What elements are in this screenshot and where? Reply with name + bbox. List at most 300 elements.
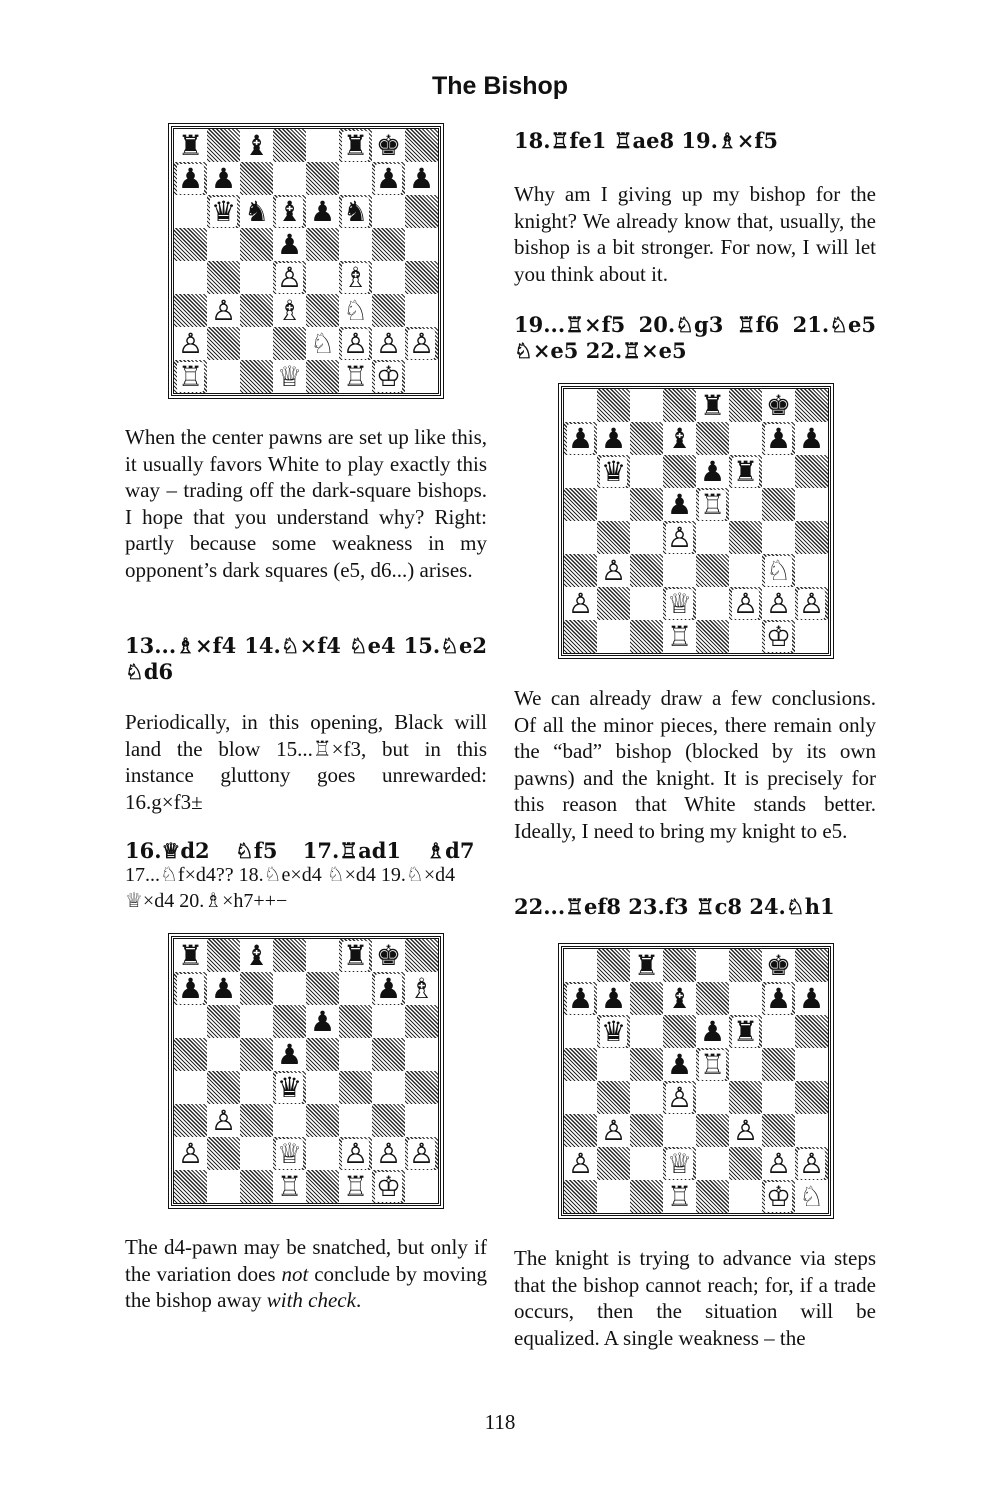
- page-number: 118: [484, 1410, 516, 1434]
- board-square: [729, 1114, 762, 1147]
- board-square: [207, 327, 240, 360]
- board-square: [663, 982, 696, 1015]
- board-square: [174, 939, 207, 972]
- chess-piece-icon: ♙: [375, 326, 402, 360]
- chess-piece-icon: ♟: [408, 161, 435, 195]
- board-square: [696, 389, 729, 422]
- board-square: [372, 1137, 405, 1170]
- board-square: [306, 1005, 339, 1038]
- board-square: [564, 1081, 597, 1114]
- chess-piece-icon: ♙: [798, 1146, 825, 1180]
- board-square: [663, 1048, 696, 1081]
- board-square: [207, 162, 240, 195]
- board-square: [306, 1071, 339, 1104]
- board-square: [795, 1180, 828, 1213]
- board-square: [207, 1137, 240, 1170]
- board-square: [696, 1081, 729, 1114]
- board-square: [273, 1005, 306, 1038]
- board-square: [630, 1048, 663, 1081]
- chess-piece-icon: ♙: [567, 586, 594, 620]
- board-square: [696, 521, 729, 554]
- board-square: [405, 327, 438, 360]
- chess-piece-icon: ♖: [342, 1169, 369, 1203]
- board-square: [696, 949, 729, 982]
- chess-diagram-1: [171, 126, 441, 396]
- board-square: [597, 949, 630, 982]
- board-square: [663, 422, 696, 455]
- chess-piece-icon: ♛: [210, 194, 237, 228]
- board-square: [405, 1038, 438, 1071]
- board-square: [663, 1081, 696, 1114]
- board-square: [207, 1104, 240, 1137]
- chess-piece-icon: ♟: [798, 981, 825, 1015]
- chess-piece-icon: ♝: [243, 938, 270, 972]
- chess-piece-icon: ♙: [732, 1113, 759, 1147]
- board-square: [240, 1170, 273, 1203]
- board-square: [273, 1137, 306, 1170]
- board-square: [240, 1071, 273, 1104]
- chess-piece-icon: ♚: [765, 948, 792, 982]
- chess-piece-icon: ♙: [342, 326, 369, 360]
- board-square: [663, 389, 696, 422]
- board-square: [339, 1071, 372, 1104]
- board-square: [405, 129, 438, 162]
- chess-diagram-3: [561, 386, 831, 656]
- chess-piece-icon: ♔: [765, 1179, 792, 1213]
- board-square: [630, 1147, 663, 1180]
- chess-piece-icon: ♙: [666, 1080, 693, 1114]
- board-square: [696, 982, 729, 1015]
- board-square: [597, 1114, 630, 1147]
- board-square: [339, 1170, 372, 1203]
- board-square: [795, 620, 828, 653]
- chess-piece-icon: ♙: [765, 1146, 792, 1180]
- board-square: [597, 389, 630, 422]
- board-square: [564, 488, 597, 521]
- chess-piece-icon: ♛: [600, 1014, 627, 1048]
- board-square: [339, 1137, 372, 1170]
- board-square: [630, 389, 663, 422]
- chess-piece-icon: ♚: [765, 388, 792, 422]
- board-square: [306, 327, 339, 360]
- paragraph-d4-pawn: The d4-pawn may be snatched, but only if the variation does not conclude by moving the bishop away with check.: [125, 1235, 487, 1313]
- chess-board: [561, 386, 831, 656]
- chess-piece-icon: ♕: [666, 586, 693, 620]
- board-square: [762, 1015, 795, 1048]
- board-square: [174, 1137, 207, 1170]
- board-square: [696, 554, 729, 587]
- board-square: [405, 261, 438, 294]
- board-square: [405, 360, 438, 393]
- board-square: [273, 360, 306, 393]
- chess-piece-icon: ♘: [765, 553, 792, 587]
- chess-piece-icon: ♟: [177, 971, 204, 1005]
- board-square: [372, 1104, 405, 1137]
- board-square: [174, 1170, 207, 1203]
- chess-piece-icon: ♟: [765, 981, 792, 1015]
- board-square: [240, 1137, 273, 1170]
- board-square: [174, 129, 207, 162]
- board-square: [564, 521, 597, 554]
- board-square: [339, 294, 372, 327]
- board-square: [174, 228, 207, 261]
- board-square: [762, 521, 795, 554]
- board-square: [795, 422, 828, 455]
- board-square: [339, 261, 372, 294]
- board-square: [597, 982, 630, 1015]
- variation-line-17: 17...♘f×d4?? 18.♘e×d4 ♘×d4 19.♘×d4 ♕×d4 20.♗×h7++−: [125, 864, 456, 912]
- chess-piece-icon: ♔: [375, 359, 402, 393]
- board-square: [762, 422, 795, 455]
- board-square: [762, 554, 795, 587]
- chess-piece-icon: ♘: [798, 1179, 825, 1213]
- board-square: [339, 1104, 372, 1137]
- paragraph-conclusions: We can already draw a few conclusions. Of all the minor pieces, there remain only the “bad” bishop (blocked by its own pawns) and the knight. It is precisely for this reason that White stands better. Ideally, I need to bring my knight to e5.: [514, 686, 876, 843]
- board-square: [564, 1147, 597, 1180]
- board-square: [663, 455, 696, 488]
- board-square: [630, 521, 663, 554]
- board-square: [240, 1104, 273, 1137]
- chess-piece-icon: ♘: [309, 326, 336, 360]
- board-square: [174, 1071, 207, 1104]
- board-square: [597, 455, 630, 488]
- board-square: [597, 1147, 630, 1180]
- board-square: [729, 422, 762, 455]
- chess-piece-icon: ♙: [600, 1113, 627, 1147]
- move-line-13: 13...♗×f4 14.♘×f4 ♘e4 15.♘e2 ♘d6: [125, 633, 487, 684]
- board-square: [795, 587, 828, 620]
- chess-piece-icon: ♚: [375, 128, 402, 162]
- board-square: [696, 1180, 729, 1213]
- board-square: [795, 1015, 828, 1048]
- board-square: [696, 1048, 729, 1081]
- board-square: [405, 939, 438, 972]
- board-square: [306, 939, 339, 972]
- board-square: [597, 1015, 630, 1048]
- chess-piece-icon: ♕: [276, 359, 303, 393]
- board-square: [405, 195, 438, 228]
- board-square: [564, 554, 597, 587]
- board-square: [306, 1038, 339, 1071]
- board-square: [564, 455, 597, 488]
- board-square: [207, 1071, 240, 1104]
- chess-piece-icon: ♙: [276, 260, 303, 294]
- chess-piece-icon: ♟: [375, 971, 402, 1005]
- chess-piece-icon: ♕: [666, 1146, 693, 1180]
- board-square: [762, 1048, 795, 1081]
- board-square: [729, 554, 762, 587]
- board-square: [663, 554, 696, 587]
- chess-piece-icon: ♖: [666, 619, 693, 653]
- chess-piece-icon: ♖: [666, 1179, 693, 1213]
- board-square: [240, 327, 273, 360]
- chess-piece-icon: ♙: [375, 1136, 402, 1170]
- board-square: [405, 1137, 438, 1170]
- chess-piece-icon: ♚: [375, 938, 402, 972]
- board-square: [240, 195, 273, 228]
- board-square: [372, 1071, 405, 1104]
- board-square: [273, 162, 306, 195]
- chess-piece-icon: ♝: [666, 421, 693, 455]
- board-square: [174, 1038, 207, 1071]
- board-square: [372, 327, 405, 360]
- board-square: [372, 1170, 405, 1203]
- board-square: [240, 360, 273, 393]
- chess-piece-icon: ♟: [699, 454, 726, 488]
- board-square: [630, 1114, 663, 1147]
- board-square: [696, 620, 729, 653]
- chess-piece-icon: ♙: [567, 1146, 594, 1180]
- chess-piece-icon: ♝: [243, 128, 270, 162]
- chess-piece-icon: ♟: [567, 981, 594, 1015]
- board-square: [729, 389, 762, 422]
- board-square: [696, 455, 729, 488]
- chess-piece-icon: ♙: [600, 553, 627, 587]
- board-square: [306, 228, 339, 261]
- chess-piece-icon: ♛: [600, 454, 627, 488]
- board-square: [795, 982, 828, 1015]
- chess-piece-icon: ♟: [309, 1004, 336, 1038]
- chess-piece-icon: ♖: [699, 1047, 726, 1081]
- board-square: [597, 587, 630, 620]
- chess-piece-icon: ♙: [732, 586, 759, 620]
- board-square: [663, 1114, 696, 1147]
- board-square: [405, 972, 438, 1005]
- board-square: [729, 587, 762, 620]
- chess-piece-icon: ♞: [243, 194, 270, 228]
- board-square: [663, 488, 696, 521]
- board-square: [696, 1015, 729, 1048]
- board-square: [240, 1038, 273, 1071]
- board-square: [405, 228, 438, 261]
- board-square: [372, 195, 405, 228]
- board-square: [372, 1005, 405, 1038]
- board-square: [174, 360, 207, 393]
- board-square: [762, 455, 795, 488]
- chess-piece-icon: ♙: [177, 1136, 204, 1170]
- move-line-22: 22...♖ef8 23.f3 ♖c8 24.♘h1: [514, 894, 835, 919]
- chess-piece-icon: ♖: [276, 1169, 303, 1203]
- board-square: [339, 129, 372, 162]
- board-square: [795, 1048, 828, 1081]
- board-square: [564, 1114, 597, 1147]
- board-square: [339, 327, 372, 360]
- board-square: [174, 327, 207, 360]
- board-square: [564, 982, 597, 1015]
- chess-piece-icon: ♟: [567, 421, 594, 455]
- board-square: [663, 1147, 696, 1180]
- chess-piece-icon: ♟: [666, 1047, 693, 1081]
- board-square: [729, 949, 762, 982]
- board-square: [630, 455, 663, 488]
- chess-piece-icon: ♟: [177, 161, 204, 195]
- board-square: [207, 294, 240, 327]
- chess-piece-icon: ♔: [375, 1169, 402, 1203]
- board-square: [273, 939, 306, 972]
- chess-piece-icon: ♜: [699, 388, 726, 422]
- board-square: [696, 1147, 729, 1180]
- board-square: [273, 261, 306, 294]
- board-square: [306, 294, 339, 327]
- board-square: [240, 939, 273, 972]
- board-square: [729, 1180, 762, 1213]
- board-square: [306, 1170, 339, 1203]
- board-square: [207, 1038, 240, 1071]
- board-square: [372, 294, 405, 327]
- board-square: [762, 982, 795, 1015]
- board-square: [696, 587, 729, 620]
- board-square: [663, 620, 696, 653]
- board-square: [630, 422, 663, 455]
- chess-piece-icon: ♟: [210, 971, 237, 1005]
- board-square: [273, 1038, 306, 1071]
- chess-piece-icon: ♟: [309, 194, 336, 228]
- chess-piece-icon: ♗: [342, 260, 369, 294]
- board-square: [729, 1015, 762, 1048]
- board-square: [273, 1071, 306, 1104]
- chess-piece-icon: ♟: [699, 1014, 726, 1048]
- board-square: [207, 129, 240, 162]
- board-square: [795, 488, 828, 521]
- chess-piece-icon: ♟: [276, 227, 303, 261]
- board-square: [174, 261, 207, 294]
- board-square: [174, 195, 207, 228]
- chess-piece-icon: ♜: [342, 938, 369, 972]
- paragraph-giving-up-bishop: Why am I giving up my bishop for the knight? We already know that, usually, the bishop is a bit stronger. For now, I will let you think about it.: [514, 182, 876, 286]
- paragraph-gluttony: Periodically, in this opening, Black will land the blow 15...♖×f3, but in this instance gluttony goes unrewarded: 16.g×f3±: [125, 710, 487, 814]
- board-square: [339, 1038, 372, 1071]
- move-line-16: 16.♕d2 ♘f5 17.♖ad1 ♗d7: [125, 838, 475, 863]
- chess-piece-icon: ♝: [276, 194, 303, 228]
- board-square: [306, 261, 339, 294]
- board-square: [207, 261, 240, 294]
- chess-piece-icon: ♕: [276, 1136, 303, 1170]
- emphasis-with-check: with check: [266, 1288, 356, 1313]
- board-square: [372, 1038, 405, 1071]
- board-square: [795, 1147, 828, 1180]
- board-square: [663, 521, 696, 554]
- chess-piece-icon: ♙: [765, 586, 792, 620]
- board-square: [564, 949, 597, 982]
- board-square: [372, 228, 405, 261]
- board-square: [762, 620, 795, 653]
- board-square: [762, 389, 795, 422]
- board-square: [630, 1081, 663, 1114]
- board-square: [795, 389, 828, 422]
- board-square: [240, 129, 273, 162]
- board-square: [207, 972, 240, 1005]
- board-square: [630, 620, 663, 653]
- chess-piece-icon: ♔: [765, 619, 792, 653]
- chess-piece-icon: ♟: [210, 161, 237, 195]
- board-square: [663, 587, 696, 620]
- board-square: [306, 129, 339, 162]
- chess-piece-icon: ♟: [666, 487, 693, 521]
- board-square: [306, 1104, 339, 1137]
- paragraph-center-pawns: When the center pawns are set up like this, it usually favors White to play exactly this way – trading off the dark-square bishops. I hope that you understand why? Right: partly because some weakness in my opponent’s dark squares (e5, d6...) arises.: [125, 425, 487, 582]
- board-square: [174, 294, 207, 327]
- board-square: [240, 1005, 273, 1038]
- chess-piece-icon: ♙: [210, 1103, 237, 1137]
- board-square: [663, 949, 696, 982]
- board-square: [630, 554, 663, 587]
- board-square: [273, 228, 306, 261]
- board-square: [372, 939, 405, 972]
- chess-piece-icon: ♜: [732, 1014, 759, 1048]
- board-square: [564, 587, 597, 620]
- chess-piece-icon: ♖: [342, 359, 369, 393]
- board-square: [273, 1104, 306, 1137]
- board-square: [174, 162, 207, 195]
- board-square: [405, 1104, 438, 1137]
- board-square: [762, 949, 795, 982]
- board-square: [306, 972, 339, 1005]
- paragraph-knight-advance: The knight is trying to advance via steps that the bishop cannot reach; for, if a trade occurs, then the situation will be equalized. A single weakness – the: [514, 1246, 876, 1350]
- board-square: [729, 488, 762, 521]
- board-square: [564, 1048, 597, 1081]
- board-square: [564, 389, 597, 422]
- board-square: [372, 261, 405, 294]
- board-square: [273, 1170, 306, 1203]
- board-square: [630, 1180, 663, 1213]
- board-square: [306, 1137, 339, 1170]
- board-square: [174, 1104, 207, 1137]
- chess-piece-icon: ♝: [666, 981, 693, 1015]
- board-square: [762, 1114, 795, 1147]
- board-square: [630, 949, 663, 982]
- board-square: [762, 488, 795, 521]
- board-square: [795, 1081, 828, 1114]
- chess-diagram-4: [561, 946, 831, 1216]
- chess-board: [171, 126, 441, 396]
- board-square: [339, 360, 372, 393]
- board-square: [405, 1005, 438, 1038]
- board-square: [564, 422, 597, 455]
- board-square: [762, 587, 795, 620]
- board-square: [240, 261, 273, 294]
- board-square: [795, 521, 828, 554]
- chess-piece-icon: ♜: [177, 938, 204, 972]
- board-square: [207, 1005, 240, 1038]
- board-square: [696, 1114, 729, 1147]
- board-square: [339, 228, 372, 261]
- chess-board: [171, 936, 441, 1206]
- chess-piece-icon: ♜: [177, 128, 204, 162]
- board-square: [405, 162, 438, 195]
- board-square: [795, 949, 828, 982]
- board-square: [405, 1170, 438, 1203]
- board-square: [729, 1081, 762, 1114]
- board-square: [795, 455, 828, 488]
- board-square: [663, 1180, 696, 1213]
- board-square: [630, 587, 663, 620]
- board-square: [207, 1170, 240, 1203]
- board-square: [630, 1015, 663, 1048]
- board-square: [306, 195, 339, 228]
- page-title: The Bishop: [431, 72, 569, 100]
- chess-board: [561, 946, 831, 1216]
- board-square: [597, 1081, 630, 1114]
- board-square: [597, 422, 630, 455]
- chess-piece-icon: ♛: [276, 1070, 303, 1104]
- board-square: [762, 1081, 795, 1114]
- board-square: [207, 195, 240, 228]
- emphasis-not: not: [281, 1261, 309, 1286]
- chess-piece-icon: ♟: [600, 981, 627, 1015]
- board-square: [273, 327, 306, 360]
- chess-piece-icon: ♙: [798, 586, 825, 620]
- board-square: [795, 1114, 828, 1147]
